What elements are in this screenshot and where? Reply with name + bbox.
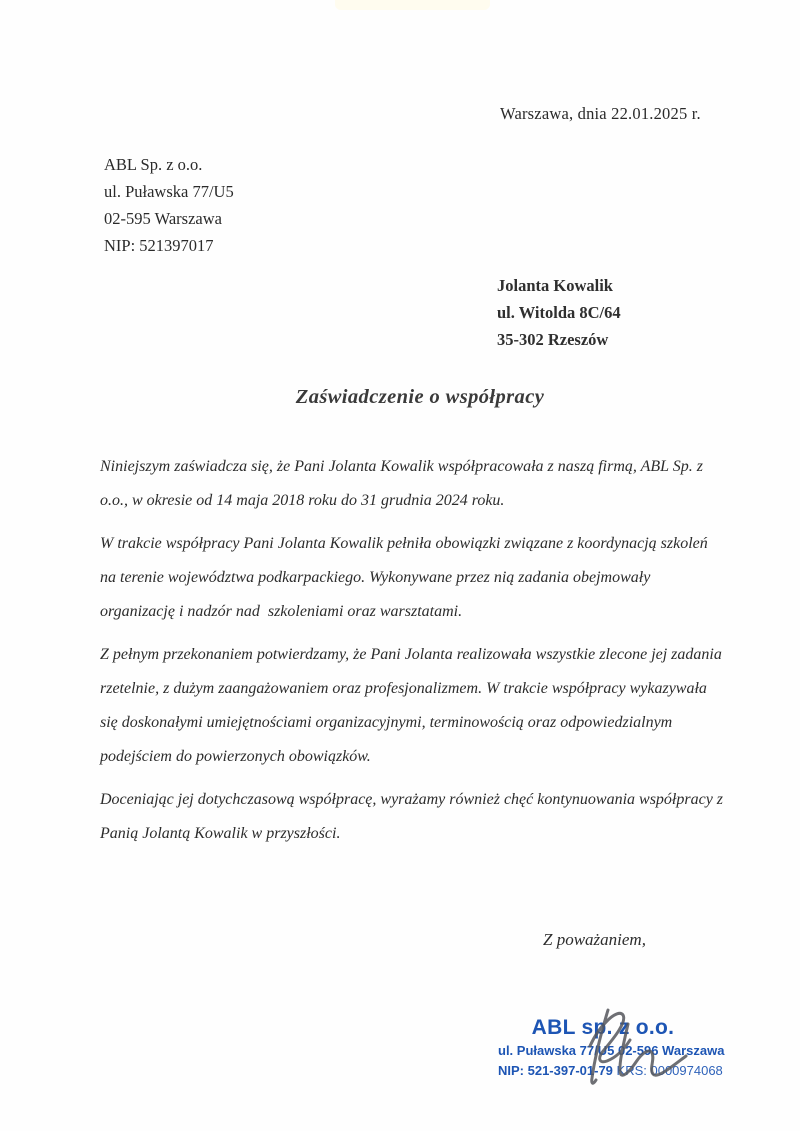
stamp-nip: NIP: 521-397-01-79	[498, 1063, 613, 1078]
sender-city: 02-595 Warszawa	[104, 209, 222, 228]
stamp-city: 02-596 Warszawa	[617, 1043, 725, 1058]
sender-nip: NIP: 521397017	[104, 236, 214, 255]
paragraph-4: Doceniając jej dotychczasową współpracę, wyrażamy również chęć kontynuowania współpracy z Panią Jolantą Kowalik w przyszłości.	[100, 791, 728, 842]
stamp-registry-line	[498, 1062, 723, 1079]
sender-company: ABL Sp. z o.o.	[104, 155, 203, 174]
letter-body	[100, 450, 728, 860]
recipient-city: 35-302 Rzeszów	[497, 330, 609, 349]
letter-title: Zaświadczenie o współpracy	[295, 386, 545, 408]
sender-address-block	[104, 151, 234, 259]
closing-salutation: Z poważaniem,	[543, 930, 646, 949]
recipient-address-block	[497, 272, 621, 353]
stamp-krs: KRS: 0000974068	[616, 1063, 723, 1078]
scan-artifact	[335, 0, 490, 10]
paragraph-2: W trakcie współpracy Pani Jolanta Kowalik pełniła obowiązki związane z koordynacją szkoleń na terenie województwa podkarpackiego. Wykonywane przez nią zadania obejmowały organizację i nadzór nad szkoleniami oraz warsztatami.	[100, 535, 712, 620]
sender-street: ul. Puławska 77/U5	[104, 182, 234, 201]
recipient-name: Jolanta Kowalik	[497, 276, 613, 295]
company-stamp	[498, 1016, 725, 1079]
stamp-company-name: ABL sp. z o.o.	[531, 1016, 675, 1039]
date-line: Warszawa, dnia 22.01.2025 r.	[500, 104, 701, 123]
paragraph-1: Niniejszym zaświadcza się, że Pani Jolanta Kowalik współpracowała z naszą firmą, ABL Sp. z o.o., w okresie od 14 maja 2018 roku do 31 grudnia 2024 roku.	[100, 458, 707, 509]
stamp-street: ul. Puławska 77/U5	[498, 1043, 615, 1058]
paragraph-3: Z pełnym przekonaniem potwierdzamy, że Pani Jolanta realizowała wszystkie zlecone jej zadania rzetelnie, z dużym zaangażowaniem oraz profesjonalizmem. W trakcie współpracy wykazywała się doskonałymi umiejętnościami organizacyjnymi, terminowością oraz odpowiedzialnym podejściem do powierzonych obowiązków.	[100, 646, 726, 765]
stamp-address-line	[498, 1042, 725, 1059]
recipient-street: ul. Witolda 8C/64	[497, 303, 621, 322]
